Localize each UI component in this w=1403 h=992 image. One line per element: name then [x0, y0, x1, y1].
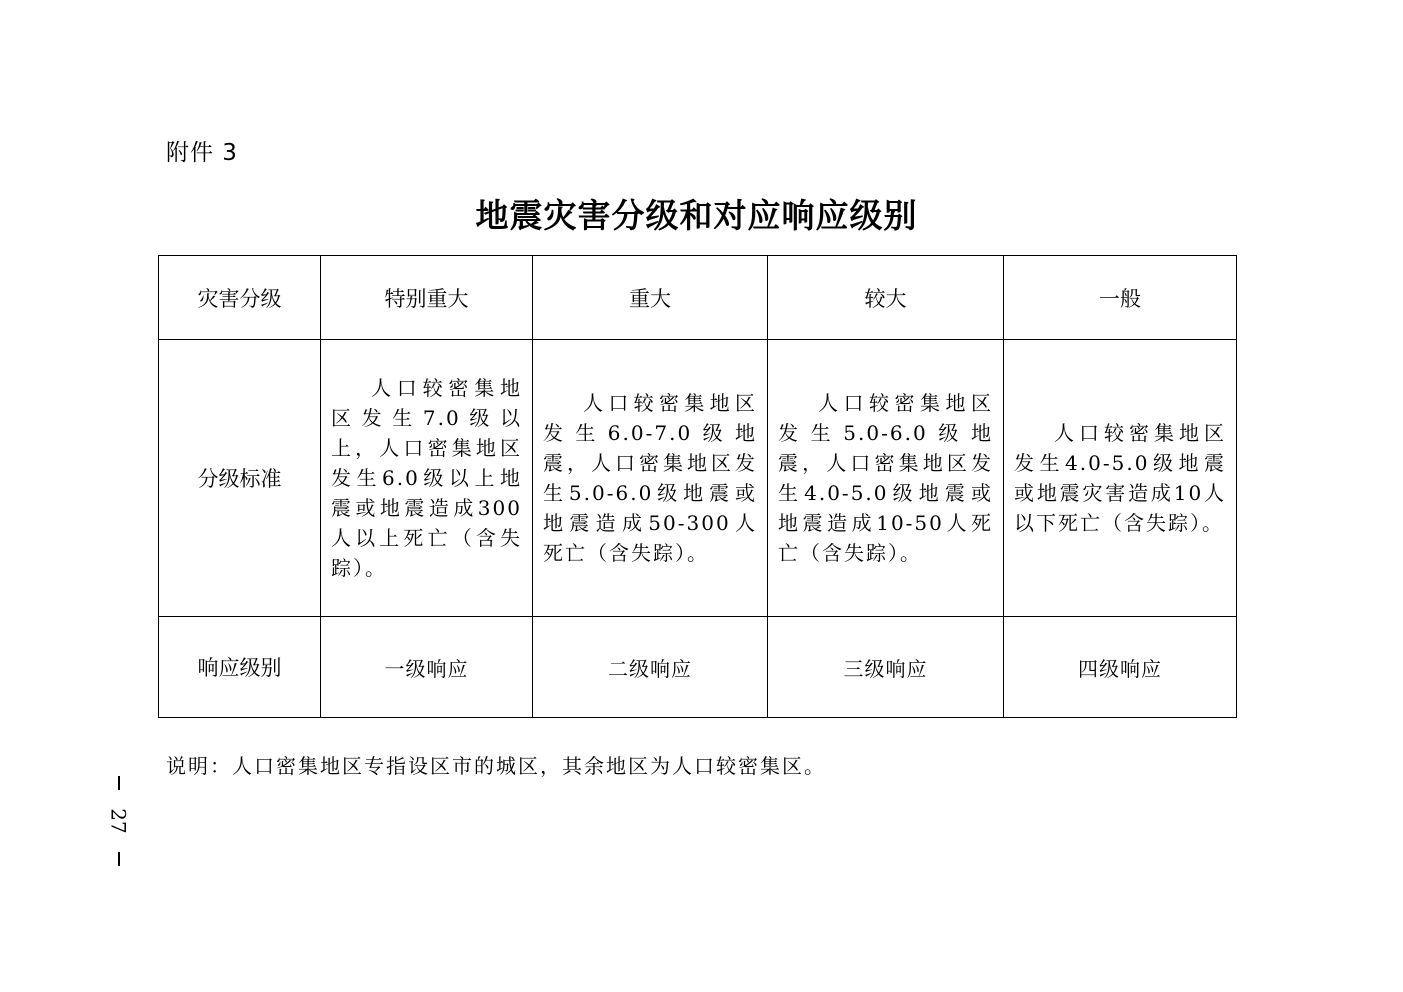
criteria-cell-especially-major: 人口较密集地区发生7.0级以上，人口密集地区发生6.0级以上地震或地震造成300人以上死亡（含失踪）。: [321, 340, 533, 617]
criteria-row: [159, 340, 1237, 617]
criteria-row-label: 分级标准: [159, 340, 321, 617]
response-cell-level-4: 四级响应: [1004, 617, 1237, 718]
response-cell-level-1: 一级响应: [321, 617, 533, 718]
header-row: [159, 256, 1237, 340]
page-number-dash-top: [118, 776, 120, 790]
grading-table: [158, 255, 1237, 718]
page-number-value: 27: [106, 808, 131, 834]
response-row-label: 响应级别: [159, 617, 321, 718]
criteria-cell-relatively-large: 人口较密集地区发生5.0-6.0级地震，人口密集地区发生4.0-5.0级地震或地震造成10-50人死亡（含失踪）。: [768, 340, 1004, 617]
response-cell-level-2: 二级响应: [533, 617, 768, 718]
page-number: [104, 776, 134, 866]
explanatory-note: 说明：人口密集地区专指设区市的城区，其余地区为人口较密集区。: [166, 754, 826, 778]
response-row: [159, 617, 1237, 718]
page-number-dash-bottom: [118, 852, 120, 866]
document-title: 地震灾害分级和对应响应级别: [475, 196, 918, 235]
attachment-label: 附件 3: [166, 140, 238, 166]
header-cell-general: 一般: [1004, 256, 1237, 340]
criteria-cell-general: 人口较密集地区发生4.0-5.0级地震或地震灾害造成10人以下死亡（含失踪）。: [1004, 340, 1237, 617]
header-cell-relatively-large: 较大: [768, 256, 1004, 340]
header-cell-especially-major: 特别重大: [321, 256, 533, 340]
response-cell-level-3: 三级响应: [768, 617, 1004, 718]
header-cell-major: 重大: [533, 256, 768, 340]
header-cell-grading: 灾害分级: [159, 256, 321, 340]
criteria-cell-major: 人口较密集地区发生6.0-7.0级地震，人口密集地区发生5.0-6.0级地震或地震造成50-300人死亡（含失踪）。: [533, 340, 768, 617]
